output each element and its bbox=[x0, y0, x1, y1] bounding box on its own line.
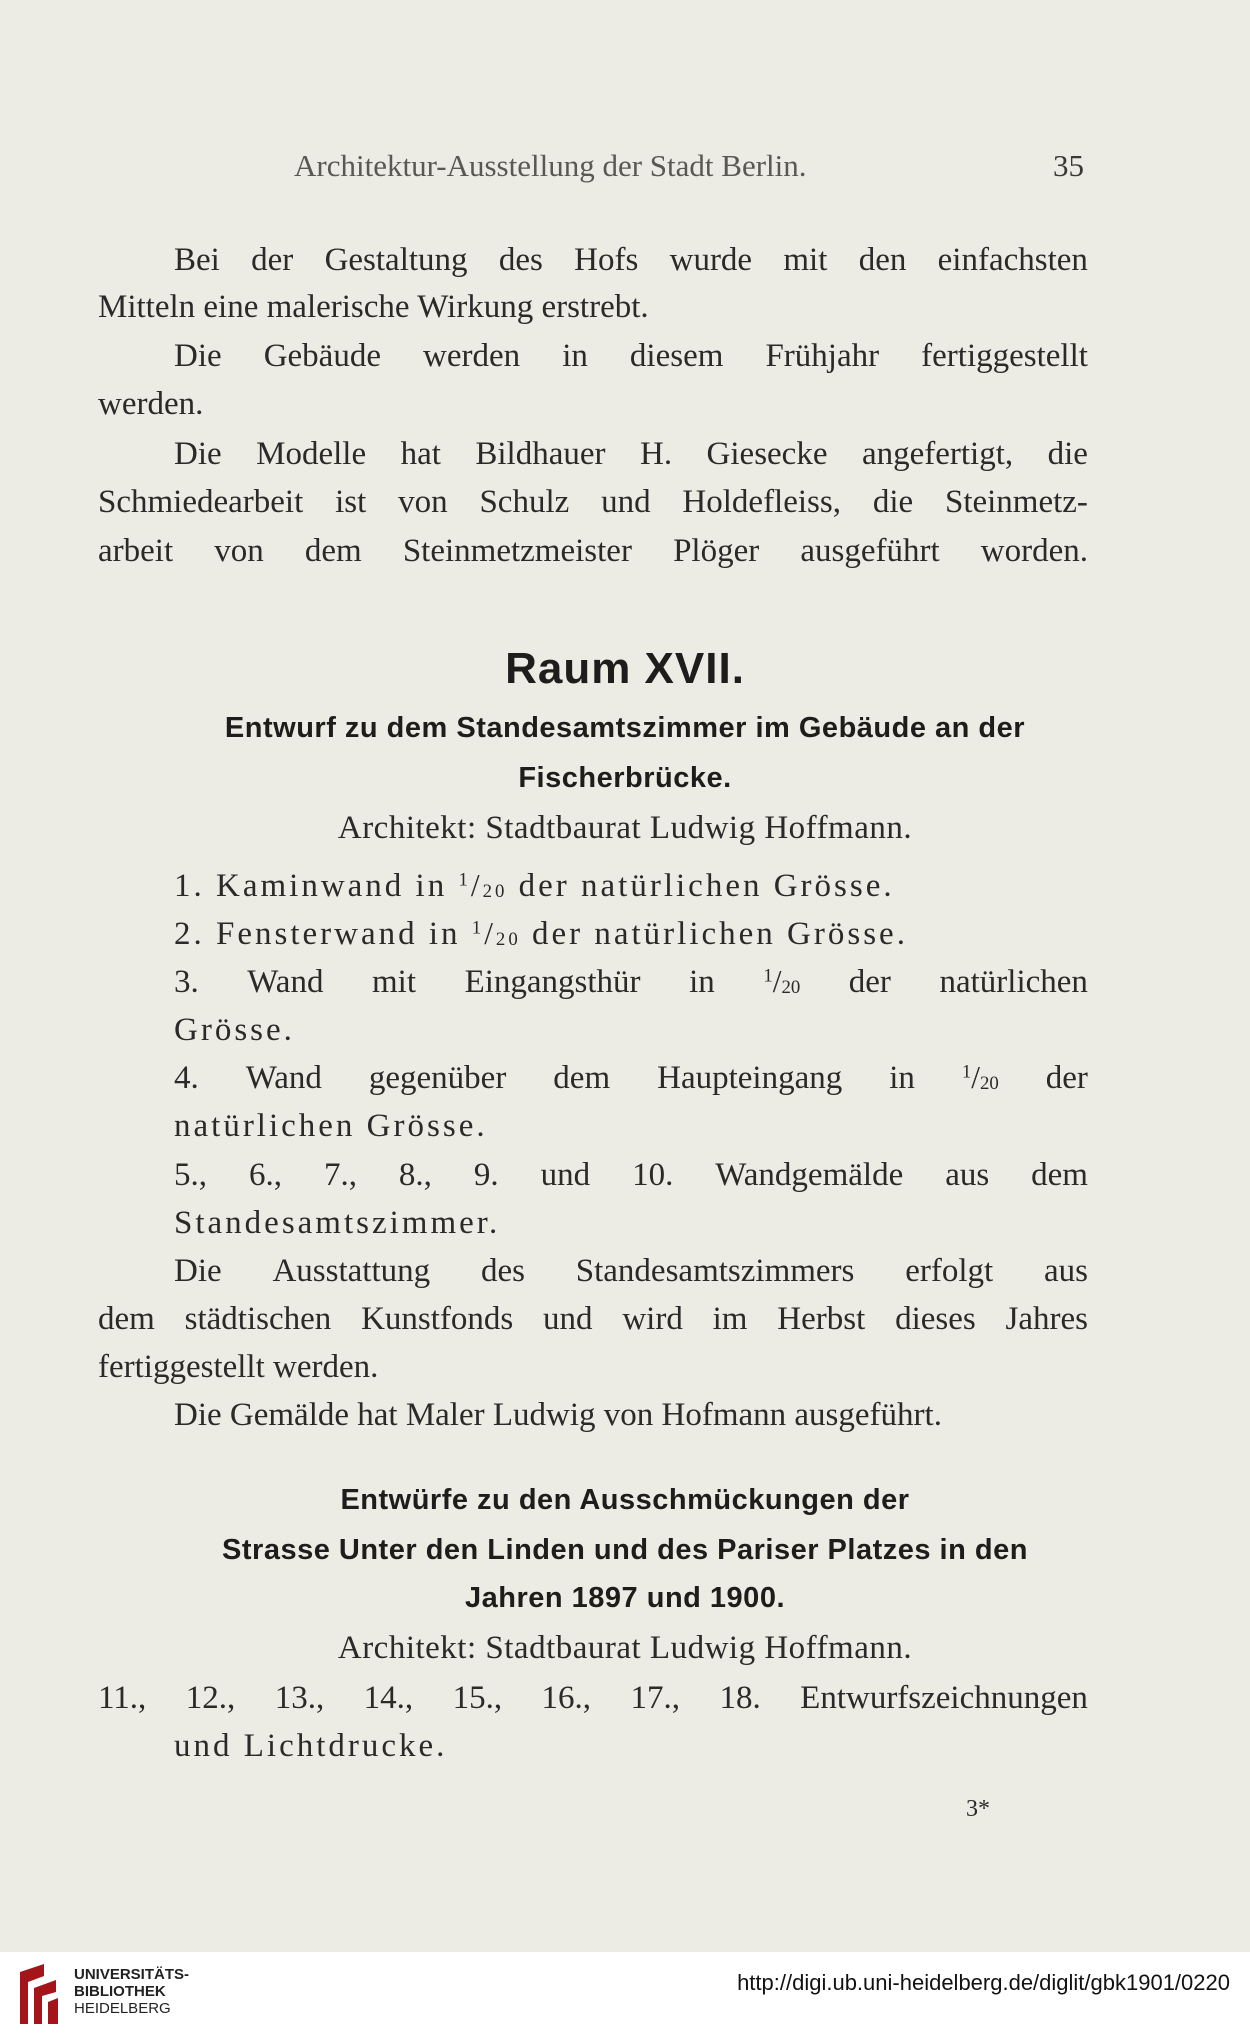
paragraph-line: Die Gemälde hat Maler Ludwig von Hofmann ausgeführt. bbox=[174, 1397, 942, 1433]
word: Die bbox=[174, 436, 222, 472]
word: wurde bbox=[669, 242, 753, 278]
list-item bbox=[174, 964, 1088, 1001]
word: hat bbox=[400, 436, 441, 472]
word: Haupteingang bbox=[657, 1060, 843, 1096]
word: Modelle bbox=[256, 436, 367, 472]
list-item: natürlichen Grösse. bbox=[174, 1108, 488, 1144]
word: erfolgt bbox=[905, 1253, 994, 1289]
word: Eingangsthür bbox=[464, 964, 641, 1000]
library-name bbox=[74, 1966, 189, 2017]
word: 16., bbox=[541, 1680, 592, 1716]
word: städtischen bbox=[184, 1301, 332, 1337]
word: des bbox=[480, 1253, 525, 1289]
fraction-denominator: 20 bbox=[495, 928, 521, 950]
word: 18. bbox=[719, 1680, 761, 1716]
word: in bbox=[689, 964, 715, 1000]
word: die bbox=[1047, 436, 1088, 472]
word: natürlichen bbox=[939, 964, 1088, 1000]
word: $^1/_{20}$ bbox=[961, 1060, 999, 1095]
word: ist bbox=[335, 484, 367, 520]
library-name-line: UNIVERSITÄTS- bbox=[74, 1966, 190, 1983]
word: angefertigt, bbox=[861, 436, 1014, 472]
section-title: Entwürfe zu den Ausschmückungen der bbox=[340, 1484, 910, 1516]
word: Wandgemälde bbox=[715, 1157, 904, 1193]
word: Kunstfonds bbox=[361, 1301, 514, 1337]
fraction: $^1/_{20}$ bbox=[471, 916, 521, 951]
word: von bbox=[398, 484, 448, 520]
word: wird bbox=[622, 1301, 683, 1337]
word: aus bbox=[945, 1157, 990, 1193]
intro-line bbox=[98, 533, 1088, 570]
word: Herbst bbox=[777, 1301, 866, 1337]
intro-line: Mitteln eine malerische Wirkung erstrebt. bbox=[98, 289, 649, 325]
word: Holdefleiss, bbox=[682, 484, 841, 520]
word: 3. bbox=[174, 964, 199, 1000]
word: Ausstattung bbox=[272, 1253, 431, 1289]
word: einfachsten bbox=[937, 242, 1088, 278]
word: Gebäude bbox=[263, 338, 381, 374]
fraction-numerator: 1 bbox=[471, 917, 485, 939]
word: und bbox=[540, 1157, 591, 1193]
word: 17., bbox=[630, 1680, 680, 1716]
word: 15., bbox=[452, 1680, 503, 1716]
word: Schulz bbox=[479, 484, 570, 520]
word: dieses bbox=[895, 1301, 976, 1337]
word: Steinmetzmeister bbox=[402, 533, 632, 569]
word: den bbox=[858, 242, 907, 278]
word: fertiggestellt bbox=[921, 338, 1088, 374]
word: Plöger bbox=[673, 533, 760, 569]
architect-line: Architekt: Stadtbaurat Ludwig Hoffmann. bbox=[337, 1630, 913, 1666]
word: Giesecke bbox=[706, 436, 828, 472]
word: Schmiedearbeit bbox=[98, 484, 304, 520]
signature-mark: 3* bbox=[966, 1796, 990, 1822]
word: Die bbox=[174, 338, 222, 374]
word: dem bbox=[1031, 1157, 1088, 1193]
word: in bbox=[889, 1060, 915, 1096]
word: 13., bbox=[274, 1680, 325, 1716]
word: 7., bbox=[323, 1157, 357, 1193]
section-title: Raum XVII. bbox=[505, 644, 745, 693]
list-item: und Lichtdrucke. bbox=[174, 1728, 448, 1764]
library-name-line: BIBLIOTHEK bbox=[74, 1983, 166, 2000]
word: gegenüber bbox=[368, 1060, 507, 1096]
fraction-numerator: 1 bbox=[458, 869, 471, 891]
word: Hofs bbox=[574, 242, 639, 278]
word: der bbox=[251, 242, 294, 278]
section-subtitle: Fischerbrücke. bbox=[518, 762, 732, 794]
word: 5., bbox=[174, 1157, 207, 1193]
word: Die bbox=[174, 1253, 222, 1289]
word: ausgeführt bbox=[800, 533, 940, 569]
word: von bbox=[214, 533, 264, 569]
word: 8., bbox=[398, 1157, 432, 1193]
word: 10. bbox=[632, 1157, 674, 1193]
word: dem bbox=[98, 1301, 155, 1337]
word: 9. bbox=[473, 1157, 499, 1193]
word: Wand bbox=[245, 1060, 322, 1096]
paragraph-line bbox=[98, 1301, 1088, 1338]
section-title: Jahren 1897 und 1900. bbox=[465, 1582, 785, 1614]
word: $^1/_{20}$ bbox=[763, 964, 801, 999]
word: Jahres bbox=[1005, 1301, 1088, 1337]
list-item: Grösse. bbox=[174, 1012, 295, 1048]
word: 6., bbox=[248, 1157, 282, 1193]
list-item-text: 2. Fensterwand in bbox=[174, 916, 472, 952]
word: Standesamtszimmers bbox=[575, 1253, 855, 1289]
word: 14., bbox=[363, 1680, 414, 1716]
list-item bbox=[174, 1060, 1088, 1097]
page-number: 35 bbox=[1053, 148, 1084, 183]
library-logo-icon bbox=[14, 1962, 62, 2028]
word: Bildhauer bbox=[475, 436, 606, 472]
list-item bbox=[98, 1680, 1088, 1717]
paragraph-line: fertiggestellt werden. bbox=[98, 1349, 379, 1385]
word: Frühjahr bbox=[765, 338, 880, 374]
library-name-line: HEIDELBERG bbox=[74, 2000, 171, 2017]
word: der bbox=[1045, 1060, 1088, 1096]
word: Bei bbox=[174, 242, 220, 278]
word: mit bbox=[372, 964, 417, 1000]
fraction-denominator: 20 bbox=[482, 880, 508, 902]
intro-line bbox=[174, 436, 1088, 473]
running-title: Architektur-Ausstellung der Stadt Berlin. bbox=[294, 148, 807, 183]
word: worden. bbox=[980, 533, 1088, 569]
word: aus bbox=[1043, 1253, 1088, 1289]
section-title: Strasse Unter den Linden und des Pariser Platzes in den bbox=[222, 1534, 1028, 1566]
word: im bbox=[712, 1301, 748, 1337]
word: des bbox=[498, 242, 543, 278]
word: in bbox=[562, 338, 588, 374]
word: 12., bbox=[185, 1680, 236, 1716]
paragraph-line bbox=[174, 1253, 1088, 1290]
word: Steinmetz- bbox=[944, 484, 1088, 520]
word: Gestaltung bbox=[324, 242, 468, 278]
list-item-text: der natürlichen Grösse. bbox=[520, 916, 908, 952]
word: Entwurfszeichnungen bbox=[800, 1680, 1088, 1716]
intro-line: werden. bbox=[98, 386, 204, 422]
word: der bbox=[848, 964, 891, 1000]
word: dem bbox=[304, 533, 362, 569]
list-item bbox=[174, 916, 908, 953]
word: diesem bbox=[629, 338, 724, 374]
word: 4. bbox=[174, 1060, 199, 1096]
word: arbeit bbox=[98, 533, 174, 569]
list-item-text: 1. Kaminwand in bbox=[174, 868, 459, 904]
intro-line bbox=[174, 242, 1088, 279]
word: Wand bbox=[247, 964, 324, 1000]
word: mit bbox=[783, 242, 828, 278]
intro-line bbox=[174, 338, 1088, 375]
word: dem bbox=[553, 1060, 611, 1096]
intro-line bbox=[98, 484, 1088, 521]
list-item-text: der natürlichen Grösse. bbox=[507, 868, 895, 904]
fraction: $^1/_{20}$ bbox=[458, 868, 508, 903]
word: H. bbox=[639, 436, 673, 472]
word: 11., bbox=[98, 1680, 147, 1716]
list-item: Standesamtszimmer. bbox=[174, 1205, 501, 1241]
word: und bbox=[601, 484, 651, 520]
architect-line: Architekt: Stadtbaurat Ludwig Hoffmann. bbox=[337, 810, 913, 846]
word: werden bbox=[423, 338, 521, 374]
section-subtitle: Entwurf zu dem Standesamtszimmer im Gebäude an der bbox=[224, 712, 1026, 744]
permalink[interactable]: http://digi.ub.uni-heidelberg.de/diglit/gbk1901/0220 bbox=[737, 1970, 1230, 1995]
word: und bbox=[543, 1301, 593, 1337]
list-item bbox=[174, 1157, 1088, 1194]
word: die bbox=[872, 484, 914, 520]
list-item bbox=[174, 868, 895, 905]
